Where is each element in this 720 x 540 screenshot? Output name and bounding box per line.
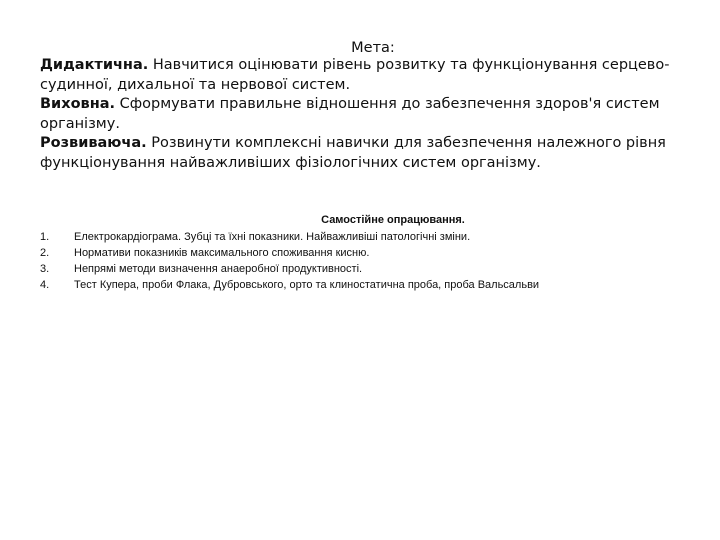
list-item-number: 2. (40, 247, 50, 259)
self-study-title: Самостійне опрацювання. (321, 214, 465, 226)
goal-label: Виховна. (40, 96, 116, 112)
goal-label: Дидактична. (40, 57, 149, 73)
goal-text: Сформувати правильне відношення до забезпечення здоров'я систем організму. (40, 96, 660, 132)
goals-block (40, 56, 690, 173)
list-item (40, 229, 690, 245)
goal-text: Розвинути комплексні навички для забезпечення належного рівня функціонування найважливіших фізіологічних систем організму. (40, 135, 666, 171)
list-item-text: Електрокардіограма. Зубці та їхні показники. Найважливіші патологічні зміни. (74, 231, 471, 243)
goal-label: Розвиваюча. (40, 135, 147, 151)
self-study-list (40, 229, 690, 293)
list-item (40, 245, 690, 261)
list-item (40, 261, 690, 277)
list-item-number: 3. (40, 263, 50, 275)
goal-developmental (40, 134, 690, 173)
goal-title: Мета: (351, 40, 395, 56)
self-study-block (40, 212, 690, 293)
list-item (40, 277, 690, 293)
goal-didactic (40, 56, 690, 95)
list-item-text: Нормативи показників максимального споживання кисню. (74, 247, 370, 259)
list-item-text: Тест Купера, проби Флака, Дубровського, орто та клиностатична проба, проба Вальсальви (74, 279, 540, 291)
goal-text: Навчитися оцінювати рівень розвитку та функціонування серцево-судинної, дихальної та нервової систем. (40, 57, 670, 93)
list-item-number: 4. (40, 279, 50, 291)
list-item-number: 1. (40, 231, 50, 243)
list-item-text: Непрямі методи визначення анаеробної продуктивності. (74, 263, 363, 275)
goal-educational (40, 95, 690, 134)
